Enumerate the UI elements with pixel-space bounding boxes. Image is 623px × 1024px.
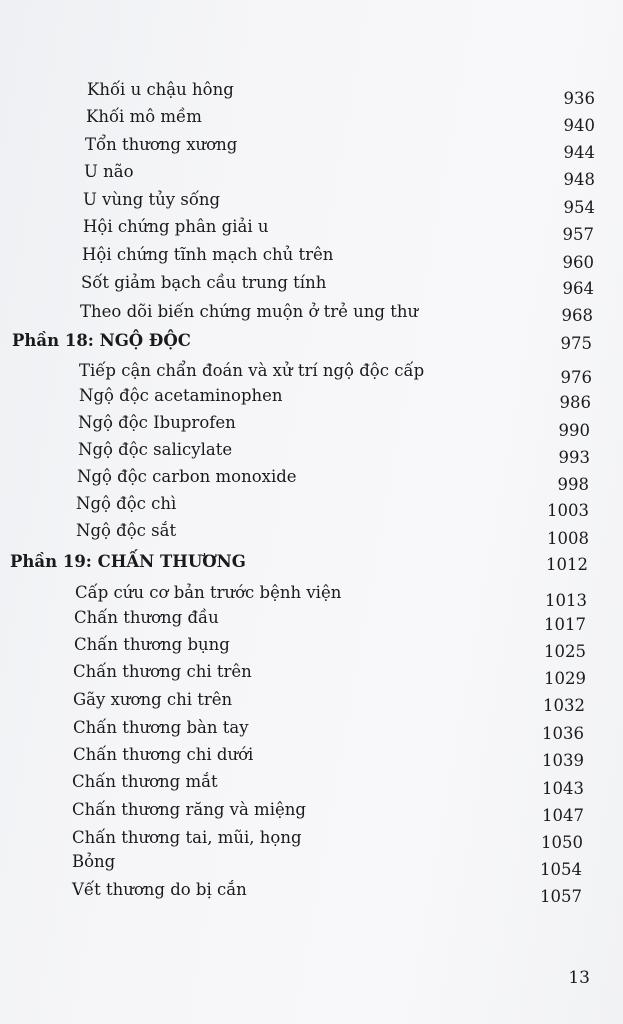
toc-entry-page: 960	[562, 253, 594, 272]
toc-entry-title: Chấn thương bụng	[74, 635, 230, 654]
toc-entry-page: 1032	[543, 696, 585, 715]
toc-entry-page: 1039	[542, 751, 584, 770]
toc-entry-page: 993	[558, 448, 590, 467]
toc-entry-page: 944	[563, 143, 595, 162]
toc-entry-page: 1043	[542, 779, 584, 798]
toc-entry-title: Ngộ độc acetaminophen	[79, 386, 283, 405]
toc-entry-page: 1029	[544, 669, 586, 688]
toc-entry-page: 975	[560, 334, 592, 353]
toc-entry-page: 948	[563, 170, 595, 189]
toc-entry-title: Ngộ độc Ibuprofen	[78, 413, 236, 432]
toc-entry-title: Chấn thương chi dưới	[73, 745, 254, 764]
toc-entry-title: Chấn thương bàn tay	[73, 718, 249, 737]
toc-entry-title: Gãy xương chi trên	[73, 690, 233, 709]
toc-entry-page: 964	[562, 279, 594, 298]
toc-section-heading: Phần 18: NGỘ ĐỘC	[12, 331, 191, 350]
toc-entry-title: Bỏng	[72, 852, 116, 871]
toc-entry-title: Hội chứng phân giải u	[83, 217, 269, 236]
toc-entry-page: 1047	[542, 806, 584, 825]
toc-entry-page: 968	[561, 306, 593, 325]
toc-entry-title: Tổn thương xương	[85, 135, 238, 154]
toc-entry-title: U vùng tủy sống	[83, 190, 221, 209]
toc-entry-page: 986	[559, 393, 591, 412]
toc-entry-title: Theo dõi biến chứng muộn ở trẻ ung thư	[80, 302, 419, 321]
toc-entry-title: Hội chứng tĩnh mạch chủ trên	[82, 245, 334, 264]
toc-entry-page: 936	[563, 89, 595, 108]
toc-entry-page: 1050	[541, 833, 583, 852]
page-number: 13	[568, 968, 590, 988]
toc-entry-page: 1008	[547, 529, 589, 548]
toc-entry-title: Khối u chậu hông	[87, 80, 234, 99]
toc-section-heading: Phần 19: CHẤN THƯƠNG	[10, 552, 246, 571]
toc-entry-page: 976	[560, 368, 592, 387]
toc-entry-page: 1012	[546, 555, 588, 574]
toc-entry-page: 1057	[540, 887, 582, 906]
toc-entry-page: 1025	[544, 642, 586, 661]
toc-entry-page: 1017	[544, 615, 586, 634]
toc-entry-page: 998	[557, 475, 589, 494]
toc-entry-title: Sốt giảm bạch cầu trung tính	[81, 273, 327, 292]
toc-entry-page: 957	[562, 225, 594, 244]
toc-entry-title: Chấn thương chi trên	[73, 662, 252, 681]
toc-entry-title: Ngộ độc sắt	[76, 521, 177, 540]
toc-entry-title: Khối mô mềm	[86, 107, 202, 126]
toc-entry-page: 1036	[542, 724, 584, 743]
toc-entry-page: 1003	[547, 501, 589, 520]
toc-entry-title: Vết thương do bị cắn	[72, 880, 247, 899]
toc-entry-title: U não	[84, 162, 134, 181]
toc-entry-title: Ngộ độc carbon monoxide	[77, 467, 297, 486]
toc-entry-title: Chấn thương đầu	[74, 608, 219, 627]
toc-entry-title: Chấn thương tai, mũi, họng	[72, 828, 302, 847]
toc-entry-page: 1054	[540, 860, 582, 879]
toc-entry-title: Chấn thương răng và miệng	[72, 800, 306, 819]
toc-entry-title: Cấp cứu cơ bản trước bệnh viện	[75, 583, 342, 602]
toc-entry-title: Ngộ độc salicylate	[78, 440, 233, 459]
toc-entry-page: 1013	[545, 591, 587, 610]
toc-entry-page: 940	[563, 116, 595, 135]
toc-entry-page: 990	[558, 421, 590, 440]
toc-entry-title: Tiếp cận chẩn đoán và xử trí ngộ độc cấp	[79, 361, 425, 380]
toc-entry-title: Ngộ độc chì	[76, 494, 177, 513]
toc-entry-title: Chấn thương mắt	[72, 772, 218, 791]
toc-entry-page: 954	[563, 198, 595, 217]
